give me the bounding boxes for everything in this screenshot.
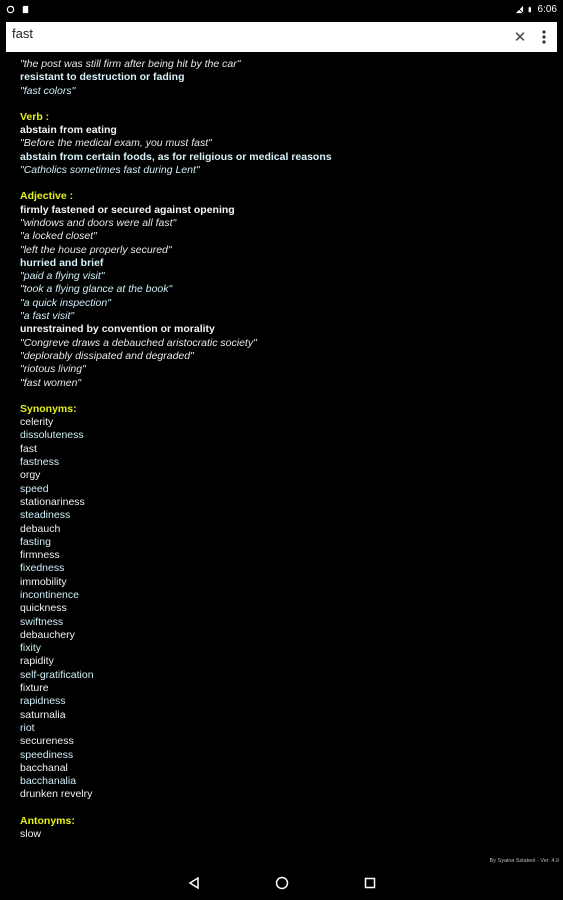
synonym-item[interactable]: fixture [20, 682, 49, 695]
example-text: "deplorably dissipated and degraded" [20, 349, 194, 362]
synonym-item[interactable]: quickness [20, 602, 67, 615]
example-text: "Congreve draws a debauched aristocratic society" [20, 336, 257, 349]
sync-icon [6, 5, 15, 14]
example-text: "a locked closet" [20, 230, 97, 243]
definition-text: firmly fastened or secured against opening [20, 203, 235, 216]
verb-heading: Verb : [20, 110, 50, 123]
synonym-item[interactable]: self-gratification [20, 668, 94, 681]
synonym-item[interactable]: fast [20, 442, 37, 455]
definition-text: abstain from certain foods, as for religious or medical reasons [20, 150, 332, 163]
search-input[interactable] [6, 24, 509, 42]
example-text: "riotous living" [20, 363, 86, 376]
app-credit: By Syaina Sslateol - Ver. 4.9 [489, 858, 559, 864]
recents-square-icon [364, 877, 376, 889]
synonym-item[interactable]: immobility [20, 575, 67, 588]
sd-card-icon [21, 5, 30, 14]
search-bar [6, 22, 557, 52]
example-text: "paid a flying visit" [20, 270, 105, 283]
more-vert-icon [542, 30, 546, 44]
example-text: "fast women" [20, 376, 82, 389]
status-right [515, 4, 557, 15]
synonym-item[interactable]: secureness [20, 735, 74, 748]
synonym-item[interactable]: celerity [20, 416, 54, 429]
adjective-section [20, 190, 550, 389]
synonym-item[interactable]: debauchery [20, 628, 75, 641]
adjective-heading: Adjective : [20, 190, 74, 203]
antonyms-heading: Antonyms: [20, 814, 75, 827]
example-text: "windows and doors were all fast" [20, 216, 177, 229]
example-text: "a fast visit" [20, 310, 75, 323]
synonym-item[interactable]: fastness [20, 456, 60, 469]
synonym-item[interactable]: steadiness [20, 509, 71, 522]
synonym-item[interactable]: swiftness [20, 615, 64, 628]
synonym-item[interactable]: bacchanal [20, 761, 68, 774]
synonym-item[interactable]: speed [20, 482, 49, 495]
navigation-bar [0, 866, 563, 900]
example-text: "Catholics sometimes fast during Lent" [20, 164, 200, 177]
definition-content [20, 58, 550, 841]
example-text: "a quick inspection" [20, 296, 111, 309]
definition-text: unrestrained by convention or morality [20, 323, 215, 336]
synonym-item[interactable]: debauch [20, 522, 61, 535]
synonyms-section [20, 403, 550, 802]
definition-text: hurried and brief [20, 256, 104, 269]
status-left [6, 5, 30, 14]
verb-section [20, 111, 550, 177]
synonym-item[interactable]: stationariness [20, 495, 85, 508]
synonym-item[interactable]: speediness [20, 748, 74, 761]
synonym-item[interactable]: drunken revelry [20, 788, 93, 801]
example-text: "fast colors" [20, 84, 76, 97]
synonym-item[interactable]: rapidness [20, 695, 66, 708]
example-text: "left the house properly secured" [20, 243, 172, 256]
noun-section [20, 58, 550, 98]
synonym-item[interactable]: incontinence [20, 588, 79, 601]
synonym-item[interactable]: firmness [20, 549, 60, 562]
example-text: "Before the medical exam, you must fast" [20, 137, 212, 150]
synonym-item[interactable]: orgy [20, 469, 41, 482]
synonym-item[interactable]: fixity [20, 642, 41, 655]
battery-icon [528, 5, 534, 14]
status-bar [0, 0, 563, 18]
synonym-item[interactable]: fasting [20, 535, 51, 548]
definition-text: resistant to destruction or fading [20, 71, 185, 84]
synonym-item[interactable]: saturnalia [20, 708, 66, 721]
antonyms-section [20, 815, 550, 842]
example-text: "took a flying glance at the book" [20, 283, 173, 296]
wifi-off-icon [515, 5, 524, 14]
antonym-item[interactable]: slow [20, 828, 42, 841]
home-circle-icon [275, 876, 289, 890]
status-time: 6:06 [537, 3, 557, 15]
definition-text: abstain from eating [20, 124, 117, 137]
synonyms-heading: Synonyms: [20, 402, 77, 415]
synonym-item[interactable]: bacchanalia [20, 775, 77, 788]
recents-button[interactable] [361, 874, 379, 892]
back-button[interactable] [185, 874, 203, 892]
overflow-menu-button[interactable] [531, 22, 557, 52]
home-button[interactable] [273, 874, 291, 892]
back-triangle-icon [188, 877, 200, 889]
synonym-item[interactable]: dissoluteness [20, 429, 84, 442]
synonym-item[interactable]: riot [20, 721, 35, 734]
synonym-item[interactable]: rapidity [20, 655, 54, 668]
close-icon: ✕ [513, 29, 527, 46]
example-text: "the post was still firm after being hit by the car" [20, 58, 241, 70]
clear-search-button[interactable] [509, 22, 531, 52]
synonym-item[interactable]: fixedness [20, 562, 65, 575]
